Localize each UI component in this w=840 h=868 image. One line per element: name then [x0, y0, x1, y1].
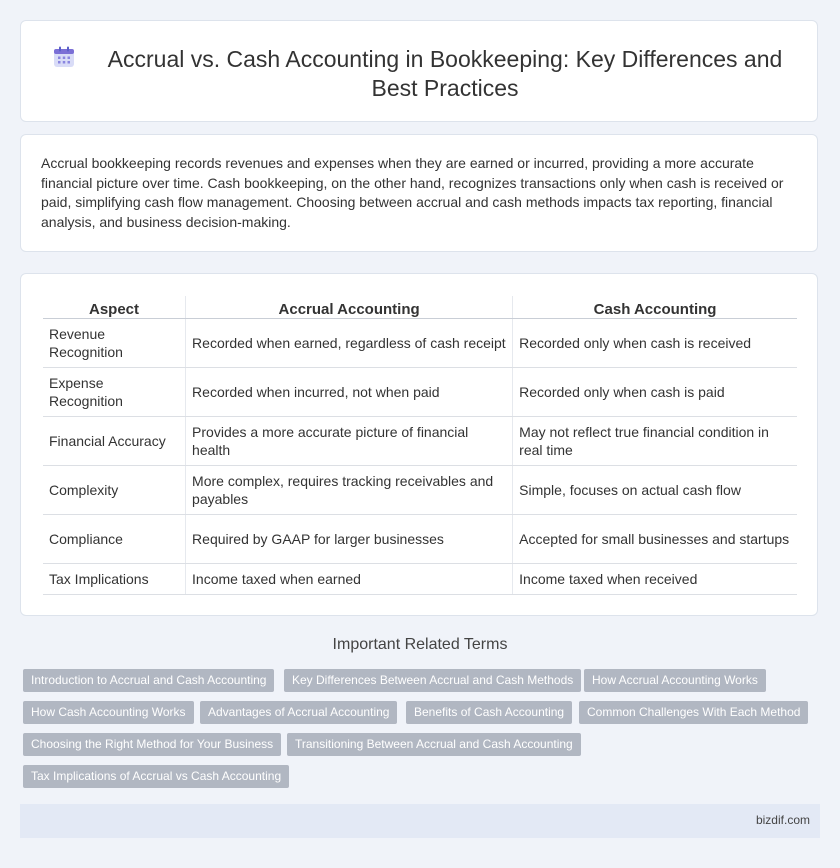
related-term-tag[interactable]: How Cash Accounting Works — [23, 701, 194, 724]
header-accrual: Accrual Accounting — [186, 296, 513, 319]
footer — [20, 804, 820, 838]
related-term-tag[interactable]: Advantages of Accrual Accounting — [200, 701, 397, 724]
aspect-cell: Tax Implications — [43, 564, 186, 595]
cash-cell: Accepted for small businesses and startups — [513, 515, 797, 564]
accrual-cell: Required by GAAP for larger businesses — [186, 515, 513, 564]
page-title: Accrual vs. Cash Accounting in Bookkeeping: Key Differences and Best Practices — [107, 46, 783, 101]
accrual-cell: More complex, requires tracking receivables and payables — [186, 466, 513, 515]
table-row — [43, 319, 797, 368]
comparison-card — [20, 273, 818, 616]
cash-cell: Income taxed when received — [513, 564, 797, 595]
header-cash: Cash Accounting — [513, 296, 797, 319]
cash-cell: Recorded only when cash is paid — [513, 368, 797, 417]
accrual-cell: Recorded when incurred, not when paid — [186, 368, 513, 417]
related-term-tag[interactable]: How Accrual Accounting Works — [584, 669, 766, 692]
comparison-table — [43, 296, 797, 595]
related-term-tag[interactable]: Tax Implications of Accrual vs Cash Accounting — [23, 765, 289, 788]
aspect-cell: Revenue Recognition — [43, 319, 186, 368]
aspect-cell: Financial Accuracy — [43, 417, 186, 466]
related-term-tag[interactable]: Choosing the Right Method for Your Business — [23, 733, 281, 756]
related-term-tag[interactable]: Common Challenges With Each Method — [579, 701, 808, 724]
intro-paragraph: Accrual bookkeeping records revenues and expenses when they are earned or incurred, providing a more accurate financial picture over time. Cash bookkeeping, on the other hand, recognizes transactions only when cash is received or paid, simplifying cash flow management. Choosing between accrual and cash methods impacts tax reporting, financial analysis, and business decision-making. — [41, 155, 784, 230]
table-row — [43, 417, 797, 466]
footer-site-link[interactable]: bizdif.com — [755, 813, 810, 827]
related-term-tag[interactable]: Transitioning Between Accrual and Cash Accounting — [287, 733, 581, 756]
header-aspect: Aspect — [43, 296, 186, 319]
table-row — [43, 466, 797, 515]
accrual-cell: Recorded when earned, regardless of cash receipt — [186, 319, 513, 368]
cash-cell: Simple, focuses on actual cash flow — [513, 466, 797, 515]
aspect-cell: Compliance — [43, 515, 186, 564]
accrual-cell: Income taxed when earned — [186, 564, 513, 595]
table-row — [43, 515, 797, 564]
aspect-cell: Complexity — [43, 466, 186, 515]
table-row — [43, 368, 797, 417]
table-row — [43, 564, 797, 595]
accrual-cell: Provides a more accurate picture of financial health — [186, 417, 513, 466]
table-header-row — [43, 296, 797, 319]
related-term-tag[interactable]: Benefits of Cash Accounting — [406, 701, 572, 724]
title-card — [20, 20, 818, 122]
intro-card — [20, 134, 818, 252]
cash-cell: Recorded only when cash is received — [513, 319, 797, 368]
related-terms-heading: Important Related Terms — [332, 636, 508, 653]
cash-cell: May not reflect true financial condition in real time — [513, 417, 797, 466]
aspect-cell: Expense Recognition — [43, 368, 186, 417]
related-term-tag[interactable]: Key Differences Between Accrual and Cash Methods — [284, 669, 581, 692]
calendar-icon — [53, 46, 75, 68]
related-term-tag[interactable]: Introduction to Accrual and Cash Accounting — [23, 669, 274, 692]
